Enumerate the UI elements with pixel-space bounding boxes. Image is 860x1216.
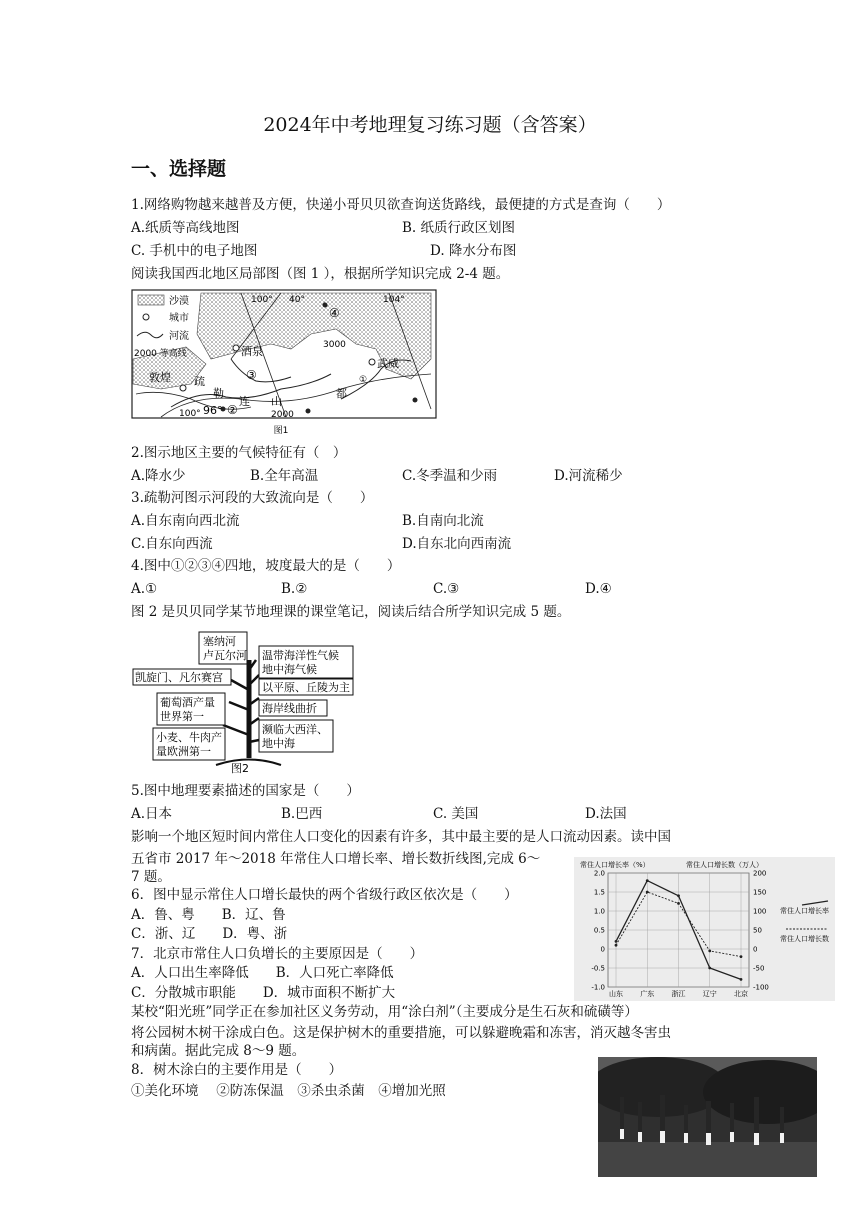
legend-contour: 2000 等高线 <box>134 349 187 359</box>
chart-right-tick-label: 0 <box>753 945 758 954</box>
marker-3: ④ <box>329 306 340 320</box>
label-shu: 疏 <box>194 375 205 388</box>
chart-legend-label-count: 常住人口增长数 <box>780 935 829 943</box>
q4-option-a: A.① <box>131 581 158 597</box>
label-du: 96° <box>203 404 223 417</box>
chart-right-tick-label: 50 <box>753 926 762 935</box>
figure-1-caption: 图1 <box>273 426 289 436</box>
q2-option-b: B.全年高温 <box>250 468 319 484</box>
q1-stem: 1.网络购物越来越普及方便，快递小哥贝贝欲查询送货路线，最便捷的方式是查询（ ） <box>131 197 671 213</box>
note-rivers-line1: 塞纳河 <box>203 635 236 648</box>
chart-right-axis-label: 常住人口增长数（万人） <box>686 861 763 869</box>
chart-left-tick-label: 0.5 <box>593 926 605 935</box>
chart-point-growth-rate <box>708 967 711 970</box>
label-104deg: 104° <box>383 295 405 305</box>
chart-point-growth-count <box>677 902 680 905</box>
chart-x-tick-label: 浙江 <box>671 990 686 998</box>
chart-left-tick-label: -1.0 <box>591 983 605 992</box>
note-wheat-line2: 量欧洲第一 <box>156 745 211 758</box>
intro-q2-4: 阅读我国西北地区局部图（图 1 ），根据所学知识完成 2-4 题。 <box>131 266 510 282</box>
q1-option-b: B. 纸质行政区划图 <box>402 220 516 236</box>
q7-options-cd: C．分散城市职能 D．城市面积不断扩大 <box>131 985 396 1001</box>
q8-options: ①美化环境 ②防冻保温 ③杀虫杀菌 ④增加光照 <box>131 1083 446 1099</box>
q7-stem: 7．北京市常住人口负增长的主要原因是（ ） <box>131 946 424 962</box>
note-climate-line1: 温带海洋性气候 <box>262 649 339 662</box>
q5-option-d: D.法国 <box>585 806 627 822</box>
label-96deg: 100° <box>179 409 201 419</box>
q5-option-a: A.日本 <box>131 806 173 822</box>
q6-stem: 6．图中显示常住人口增长最快的两个省级行政区依次是（ ） <box>131 887 518 903</box>
q2-option-d: D.河流稀少 <box>554 468 623 484</box>
chart-x-tick-label: 辽宁 <box>702 990 717 998</box>
chart-point-growth-count <box>708 950 711 953</box>
note-rivers-line2: 卢瓦尔河 <box>203 649 247 662</box>
q4-stem: 4.图中①②③④四地，坡度最大的是（ ） <box>131 558 401 574</box>
q5-stem: 5.图中地理要素描述的国家是（ ） <box>131 783 360 799</box>
marker-2: ③ <box>246 368 257 382</box>
note-seas-line1: 濒临大西洋、 <box>262 723 328 736</box>
q2-option-c: C.冬季温和少雨 <box>402 468 498 484</box>
q3-option-b: B.自南向北流 <box>402 513 484 529</box>
chart-right-tick-label: -50 <box>753 964 765 973</box>
note-climate-line2: 地中海气候 <box>262 663 317 676</box>
label-100deg-bottom: 2000 <box>271 410 294 420</box>
q3-stem: 3.疏勒河图示河段的大致流向是（ ） <box>131 490 374 506</box>
chart-right-tick-label: 150 <box>753 888 767 897</box>
note-wine-line1: 葡萄酒产量 <box>160 696 215 709</box>
q1-option-c: C. 手机中的电子地图 <box>131 243 258 259</box>
label-lian: 山 <box>271 395 282 408</box>
q6-options-ab: A．鲁、粤 B．辽、鲁 <box>131 907 286 923</box>
chart-left-tick-label: 2.0 <box>593 869 605 878</box>
q5-option-b: B.巴西 <box>281 806 323 822</box>
label-2000: 3000 <box>323 340 346 350</box>
label-shan: 都 <box>336 387 347 400</box>
legend-river: 河流 <box>169 331 189 342</box>
figure-1-map <box>131 289 437 437</box>
label-le: 勒 <box>213 387 224 400</box>
label-100deg-top: 100° <box>251 295 273 305</box>
chart-point-growth-rate <box>740 978 743 981</box>
section-title: 一、选择题 <box>131 158 227 180</box>
note-wine-line2: 世界第一 <box>160 710 204 723</box>
intro-q8-9-line1: 某校“阳光班”同学正在参加社区义务劳动，用“涂白剂”（主要成分是生石灰和硫磺等） <box>131 1004 638 1020</box>
intro-q6-7-line3: 7 题。 <box>131 869 171 885</box>
chart-left-tick-label: 1.5 <box>593 888 605 897</box>
legend-city: 城市 <box>169 313 189 324</box>
chart-left-tick-label: 1.0 <box>593 907 605 916</box>
chart-right-tick-label: -100 <box>753 983 769 992</box>
chart-point-growth-rate <box>615 940 618 943</box>
chart-point-growth-count <box>646 891 649 894</box>
chart-point-growth-count <box>615 944 618 947</box>
figure-2-notes <box>131 630 356 776</box>
document-title: 2024年中考地理复习练习题（含答案） <box>263 114 597 136</box>
note-wheat-line1: 小麦、牛肉产 <box>156 731 222 744</box>
chart-point-growth-rate <box>646 879 649 882</box>
q3-option-c: C.自东向西流 <box>131 536 213 552</box>
population-chart <box>574 857 835 1001</box>
q1-option-d: D. 降水分布图 <box>430 243 517 259</box>
q4-option-b: B.② <box>281 581 308 597</box>
q1-option-a: A.纸质等高线地图 <box>131 220 240 236</box>
legend-desert: 沙漠 <box>169 296 189 307</box>
label-40deg: 40° <box>289 295 305 305</box>
note-landmarks: 凯旋门、凡尔赛宫 <box>135 671 223 684</box>
intro-q6-7-line1: 影响一个地区短时间内常住人口变化的因素有许多，其中最主要的是人口流动因素。读中国 <box>131 829 671 845</box>
note-coastline: 海岸线曲折 <box>262 702 317 715</box>
chart-point-growth-rate <box>677 894 680 897</box>
chart-right-tick-label: 100 <box>753 907 767 916</box>
q4-option-d: D.④ <box>585 581 612 597</box>
label-qi: 连 <box>239 395 250 408</box>
intro-q6-7-line2: 五省市 2017 年～2018 年常住人口增长率、增长数折线图,完成 6～ <box>131 851 541 867</box>
chart-left-tick-label: -0.5 <box>591 964 605 973</box>
marker-1: ② <box>227 403 238 417</box>
chart-left-axis-label: 常住人口增长率（%） <box>580 861 650 869</box>
q4-option-c: C.③ <box>433 581 460 597</box>
note-terrain: 以平原、丘陵为主 <box>262 681 350 694</box>
chart-legend-label-rate: 常住人口增长率 <box>780 907 829 915</box>
figure-2-caption: 图2 <box>231 762 249 775</box>
chart-x-tick-label: 北京 <box>734 990 748 998</box>
intro-q5: 图 2 是贝贝同学某节地理课的课堂笔记，阅读后结合所学知识完成 5 题。 <box>131 604 571 620</box>
chart-x-tick-label: 山东 <box>609 990 623 998</box>
whitewashed-trees-photo <box>598 1057 817 1177</box>
q3-option-d: D.自东北向西南流 <box>402 536 512 552</box>
intro-q8-9-line3: 和病菌。据此完成 8～9 题。 <box>131 1043 306 1059</box>
q2-stem: 2.图示地区主要的气候特征有（ ） <box>131 445 347 461</box>
label-wuwei: 武威 <box>377 357 399 370</box>
q3-option-a: A.自东南向西北流 <box>131 513 240 529</box>
chart-left-tick-label: 0 <box>600 945 605 954</box>
label-dunhuang: 敦煌 <box>149 371 171 384</box>
label-3000: ① <box>359 375 368 385</box>
label-jiuquan: 酒泉 <box>241 345 263 358</box>
intro-q8-9-line2: 将公园树木树干涂成白色。这是保护树木的重要措施，可以躲避晚霜和冻害，消灭越冬害虫 <box>131 1025 671 1041</box>
chart-point-growth-count <box>740 955 743 958</box>
chart-right-tick-label: 200 <box>753 869 767 878</box>
chart-legend-swatch-rate <box>802 901 828 905</box>
q8-stem: 8．树木涂白的主要作用是（ ） <box>131 1062 343 1078</box>
chart-x-tick-label: 广东 <box>640 990 655 998</box>
q5-option-c: C. 美国 <box>433 806 479 822</box>
q2-option-a: A.降水少 <box>131 468 186 484</box>
note-seas-line2: 地中海 <box>262 737 295 750</box>
q6-options-cd: C．浙、辽 D．粤、浙 <box>131 926 288 942</box>
q7-options-ab: A．人口出生率降低 B．人口死亡率降低 <box>131 965 394 981</box>
